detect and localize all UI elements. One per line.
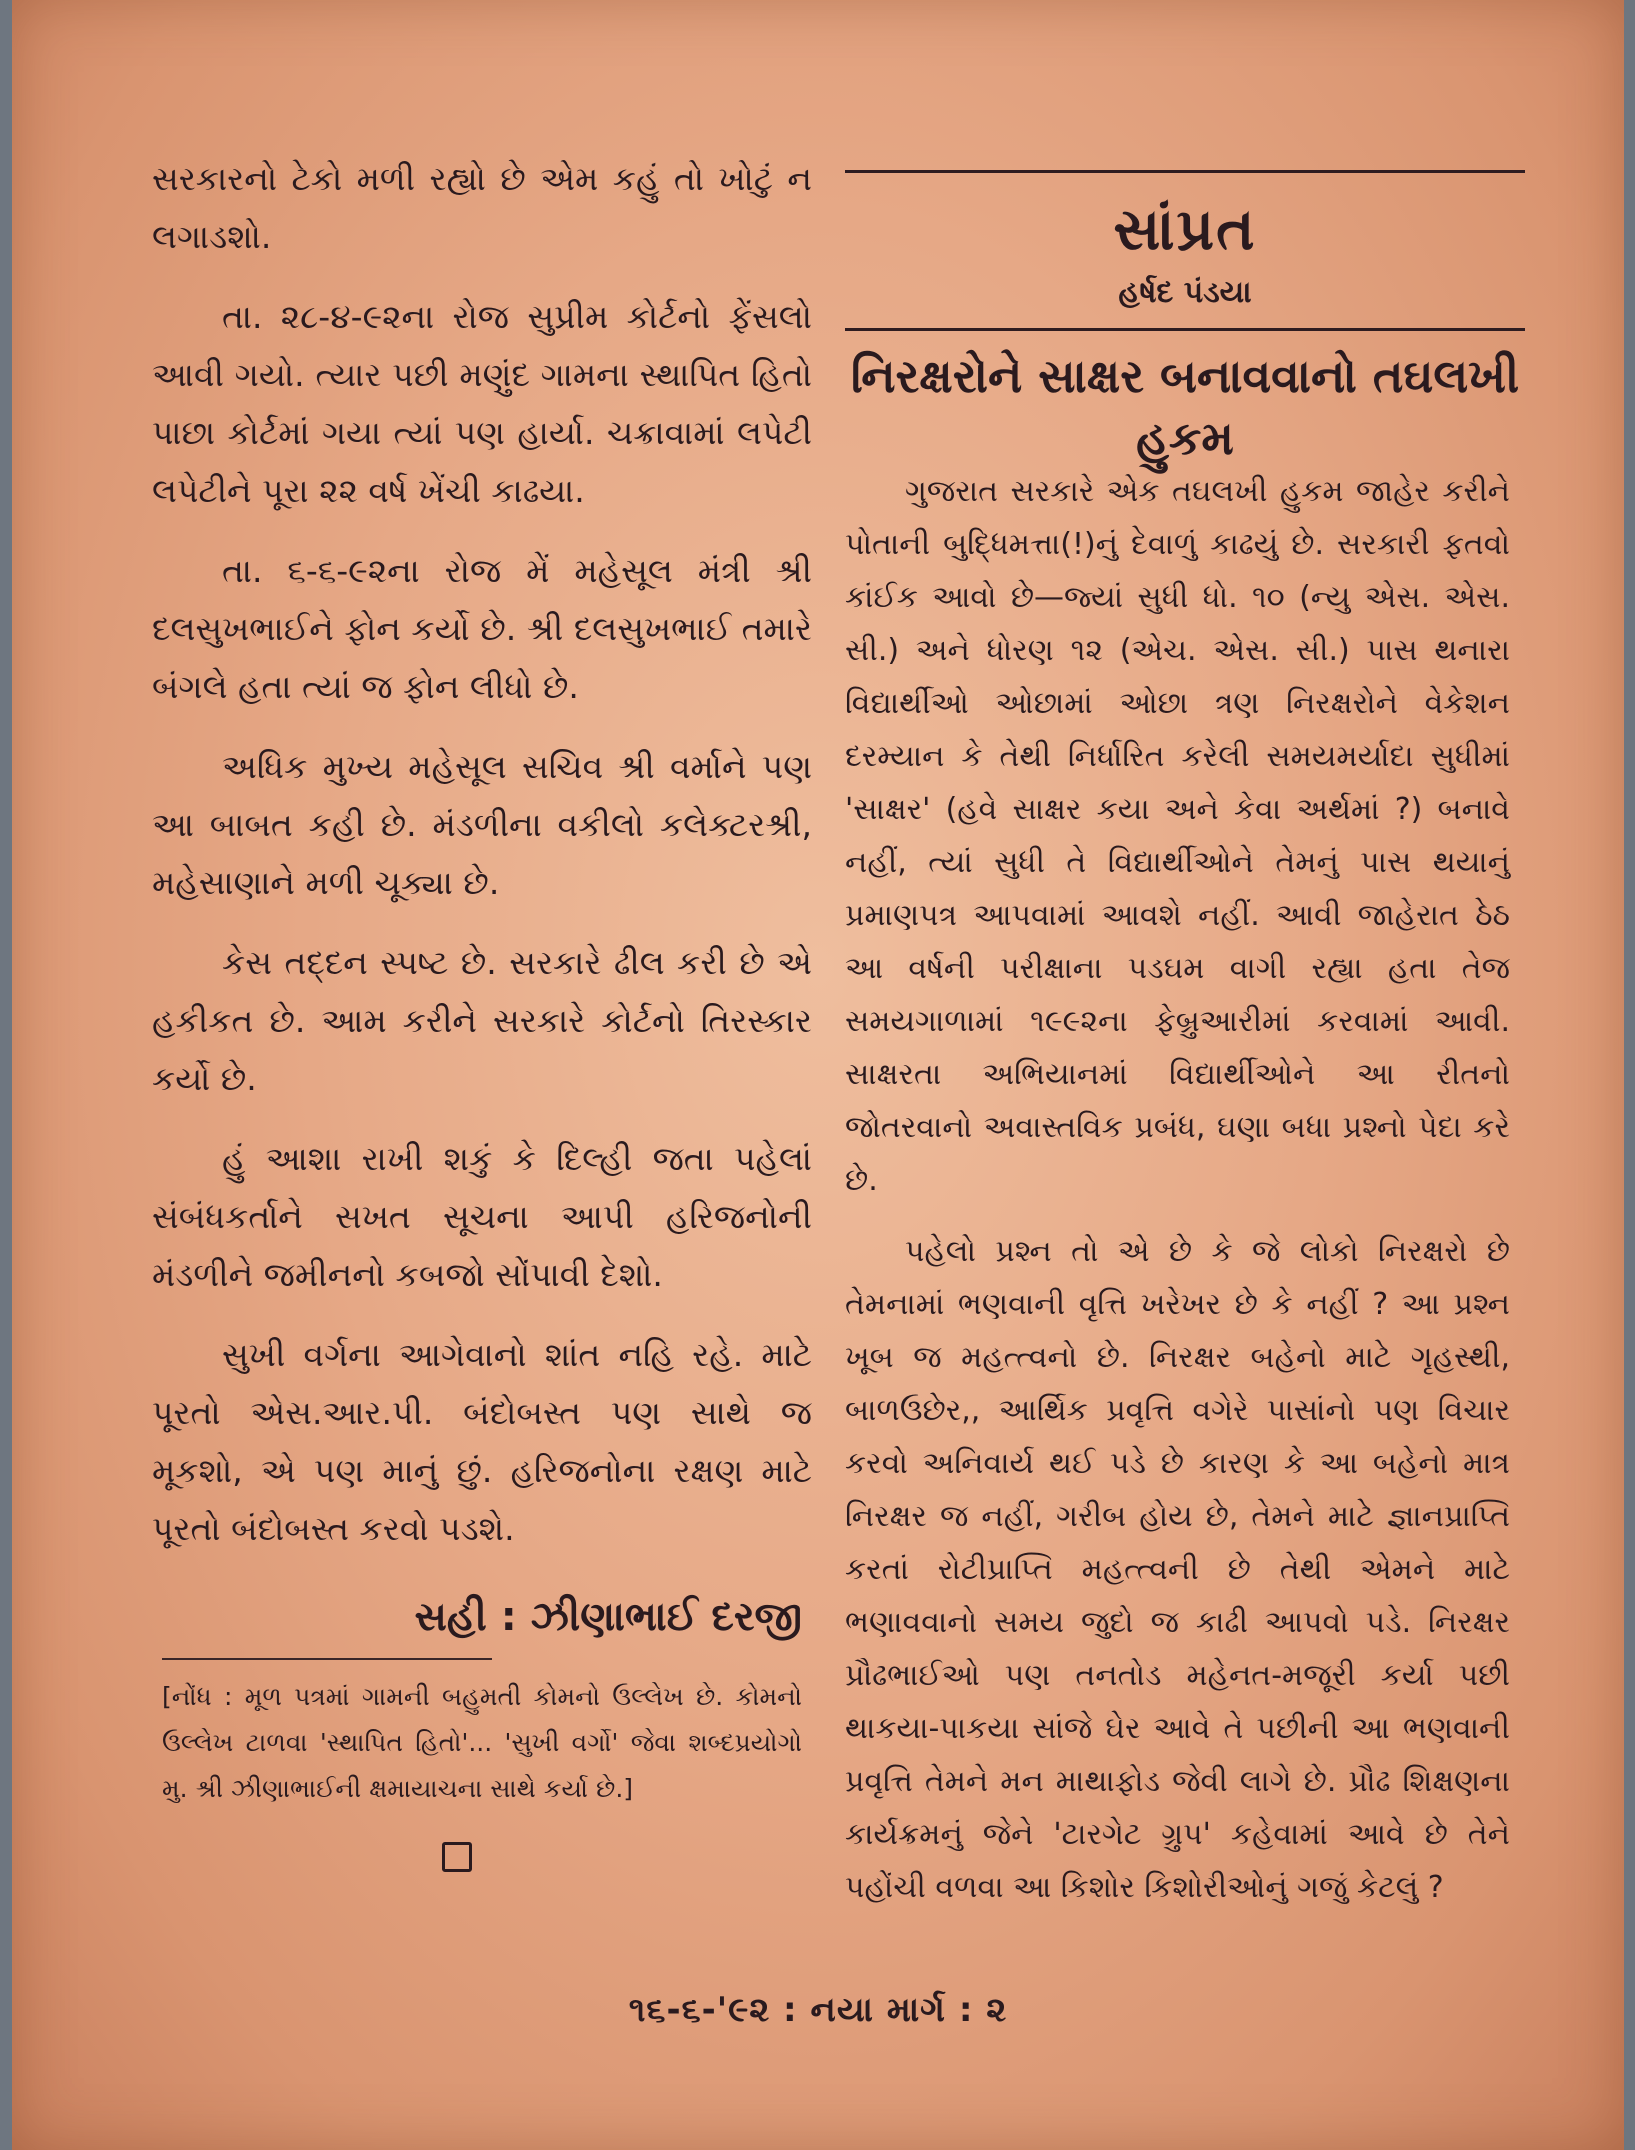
divider [845, 170, 1525, 173]
column-author: હર્ષદ પંડયા [1118, 275, 1252, 310]
letter-paragraph-3: તા. ૬-૬-૯૨ના રોજ મેં મહેસૂલ મંત્રી શ્રી દલસુખભાઈને ફોન કર્યો છે. શ્રી દલસુખભાઈ તમારે બંગલે હતા ત્યાં જ ફોન લીધો છે. [152, 551, 812, 706]
newspaper-page [12, 0, 1624, 2150]
editor-note: [નોંધ : મૂળ પત્રમાં ગામની બહુમતી કોમનો ઉલ્લેખ છે. કોમનો ઉલ્લેખ ટાળવા 'સ્થાપિત હિતો'... 'સુખી વર્ગો' જેવા શબ્દપ્રયોગો મુ. શ્રી ઝીણાભાઈની ક્ષમાયાચના સાથે કર્યા છે.] [162, 1682, 802, 1803]
page-footer: ૧૬-૬-'૯૨ : નયા માર્ગ : ૨ [628, 1990, 1008, 2030]
letter-paragraph-6: હું આશા રાખી શકું કે દિલ્હી જતા પહેલાં સંબંધકર્તાને સખત સૂચના આપી હરિજનોની મંડળીને જમીનનો કબજો સોંપાવી દેશો. [152, 1139, 812, 1294]
letter-paragraph-5: કેસ તદ્દન સ્પષ્ટ છે. સરકારે ઢીલ કરી છે એ હકીકત છે. આમ કરીને સરકારે કોર્ટનો તિરસ્કાર કર્યો છે. [152, 943, 812, 1098]
signature: સહી : ઝીણાભાઈ દરજી [414, 1594, 802, 1640]
end-mark-icon [442, 1842, 472, 1872]
article-body [845, 465, 1510, 1932]
article-headline: નિરક્ષરોને સાક્ષર બનાવવાનો તઘલખી હુકમ [850, 349, 1520, 465]
letter-paragraph-7: સુખી વર્ગના આગેવાનો શાંત નહિ રહે. માટે પૂરતો એસ.આર.પી. બંદોબસ્ત પણ સાથે જ મૂકશો, એ પણ માનું છું. હરિજનોના રક્ષણ માટે પૂરતો બંદોબસ્ત કરવો પડશે. [152, 1335, 812, 1548]
article-paragraph-1: ગુજરાત સરકારે એક તઘલખી હુકમ જાહેર કરીને પોતાની બુદ્ધિમત્તા(!)નું દેવાળું કાઢયું છે. સરકારી ફતવો કાંઈક આવો છે—જ્યાં સુધી ધો. ૧૦ (ન્યુ એસ. એસ. સી.) અને ધોરણ ૧૨ (એચ. એસ. સી.) પાસ થનારા વિદ્યાર્થીઓ ઓછામાં ઓછા ત્રણ નિરક્ષરોને વેકેશન દરમ્યાન કે તેથી નિર્ધારિત કરેલી સમયમર્યાદા સુધીમાં 'સાક્ષર' (હવે સાક્ષર કયા અને કેવા અર્થમાં ?) બનાવે નહીં, ત્યાં સુધી તે વિદ્યાર્થીઓને તેમનું પાસ થયાનું પ્રમાણપત્ર આપવામાં આવશે નહીં. આવી જાહેરાત ઠેઠ આ વર્ષની પરીક્ષાના પડઘમ વાગી રહ્યા હતા તેજ સમયગાળામાં ૧૯૯૨ના ફેબ્રુઆરીમાં કરવામાં આવી. સાક્ષરતા અભિયાનમાં વિદ્યાર્થીઓને આ રીતનો જોતરવાનો અવાસ્તવિક પ્રબંધ, ઘણા બધા પ્રશ્નો પેદા કરે છે. [845, 474, 1510, 1198]
left-column [152, 150, 812, 1872]
article-paragraph-2: પહેલો પ્રશ્ન તો એ છે કે જે લોકો નિરક્ષરો છે તેમનામાં ભણવાની વૃત્તિ ખરેખર છે કે નહીં ? આ પ્રશ્ન ખૂબ જ મહત્ત્વનો છે. નિરક્ષર બહેનો માટે ગૃહસ્થી, બાળઉછેર,, આર્થિક પ્રવૃત્તિ વગેરે પાસાંનો પણ વિચાર કરવો અનિવાર્ય થઈ પડે છે કારણ કે આ બહેનો માત્ર નિરક્ષર જ નહીં, ગરીબ હોય છે, તેમને માટે જ્ઞાનપ્રાપ્તિ કરતાં રોટીપ્રાપ્તિ મહત્ત્વની છે તેથી એમને માટે ભણાવવાનો સમય જુદો જ કાઢી આપવો પડે. નિરક્ષર પ્રૌઢભાઈઓ પણ તનતોડ મહેનત-મજૂરી કર્યા પછી થાકયા-પાકયા સાંજે ઘેર આવે તે પછીની આ ભણવાની પ્રવૃત્તિ તેમને મન માથાફોડ જેવી લાગે છે. પ્રૌઢ શિક્ષણના કાર્યક્રમનું જેને 'ટારગેટ ગ્રુપ' કહેવામાં આવે છે તેને પહોંચી વળવા આ કિશોર કિશોરીઓનું ગજું કેટલું ? [845, 1234, 1510, 1905]
letter-paragraph-2: તા. ૨૮-૪-૯૨ના રોજ સુપ્રીમ કોર્ટનો ફેંસલો આવી ગયો. ત્યાર પછી મણુંદ ગામના સ્થાપિત હિતો પાછા કોર્ટમાં ગયા ત્યાં પણ હાર્યા. ચક્રાવામાં લપેટી લપેટીને પૂરા ૨૨ વર્ષ ખેંચી કાઢયા. [152, 297, 812, 510]
letter-paragraph-4: અધિક મુખ્ય મહેસૂલ સચિવ શ્રી વર્માને પણ આ બાબત કહી છે. મંડળીના વકીલો કલેક્ટરશ્રી, મહેસાણાને મળી ચૂક્યા છે. [152, 747, 812, 902]
column-title: સાંપ્રત [1113, 195, 1257, 263]
letter-paragraph-1: સરકારનો ટેકો મળી રહ્યો છે એમ કહું તો ખોટું ન લગાડશો. [152, 159, 812, 256]
divider [162, 1658, 492, 1660]
divider [845, 328, 1525, 331]
